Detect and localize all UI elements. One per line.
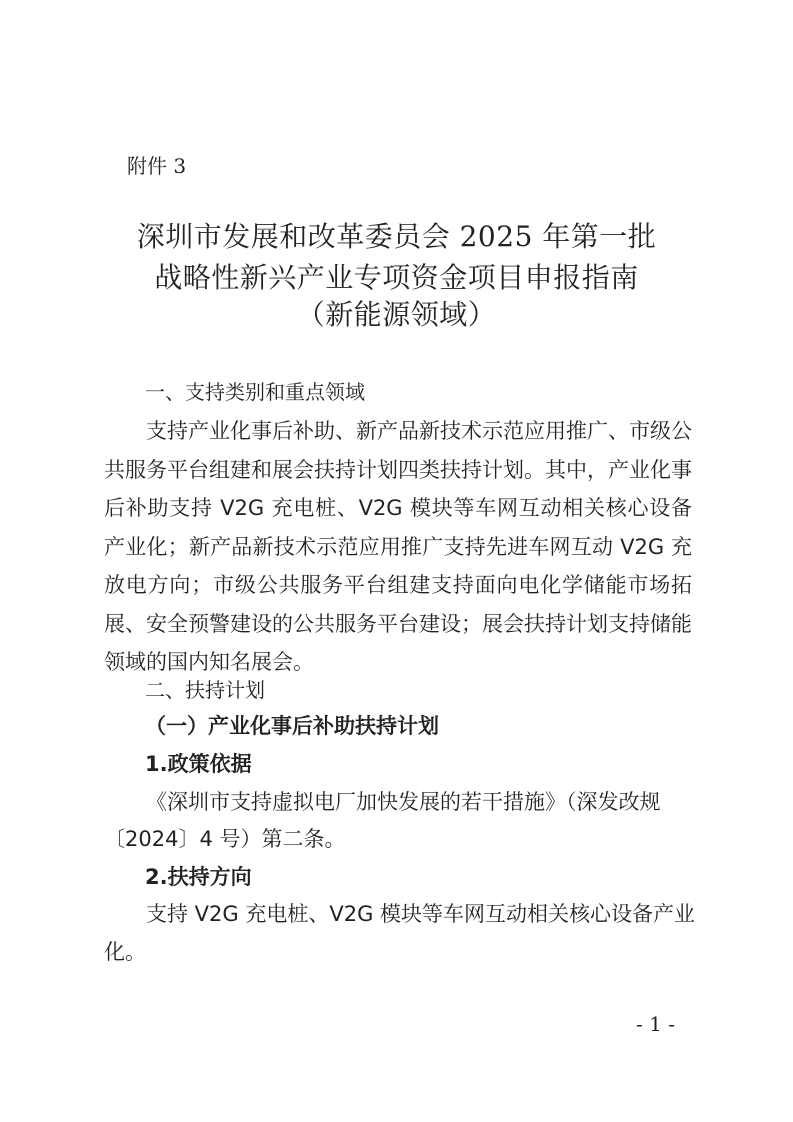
policy-basis-line-2: 〔2024〕4 号）第二条。 [104,827,346,851]
section-1-body [104,412,692,682]
policy-basis-line-1: 《深圳市支持虚拟电厂加快发展的若干措施》（深发改规 [146,790,661,814]
section-1-paragraph: 支持产业化事后补助、新产品新技术示范应用推广、市级公共服务平台组建和展会扶持计划四类扶持计划。其中，产业化事后补助支持 V2G 充电桩、V2G 模块等车网互动相关核心设备产业化；新产品新技术示范应用推广支持先进车网互动 V2G 充放电方向；市级公共服务平台组建支持面向电化学储能市场拓展、安全预警建设的公共服务平台建设；展会扶持计划支持储能领域的国内知名展会。 [104,419,692,674]
section-heading-2: 二、扶持计划 [145,678,265,702]
page-number: - 1 - [636,1012,675,1036]
document-title-line-1: 深圳市发展和改革委员会 2025 年第一批 [136,220,657,253]
attachment-label: 附件 3 [127,154,187,178]
support-direction-line-1: 支持 V2G 充电桩、V2G 模块等车网互动相关核心设备产业 [146,902,696,926]
section-heading-1: 一、支持类别和重点领域 [145,380,365,404]
item-heading-support-direction: 2.扶持方向 [145,865,252,889]
subsection-heading: （一）产业化事后补助扶持计划 [145,714,439,738]
document-title-line-3: （新能源领域） [296,298,497,331]
support-direction-line-2: 化。 [104,940,146,964]
document-title-line-2: 战略性新兴产业专项资金项目申报指南 [154,261,639,294]
item-heading-policy-basis: 1.政策依据 [145,752,252,776]
